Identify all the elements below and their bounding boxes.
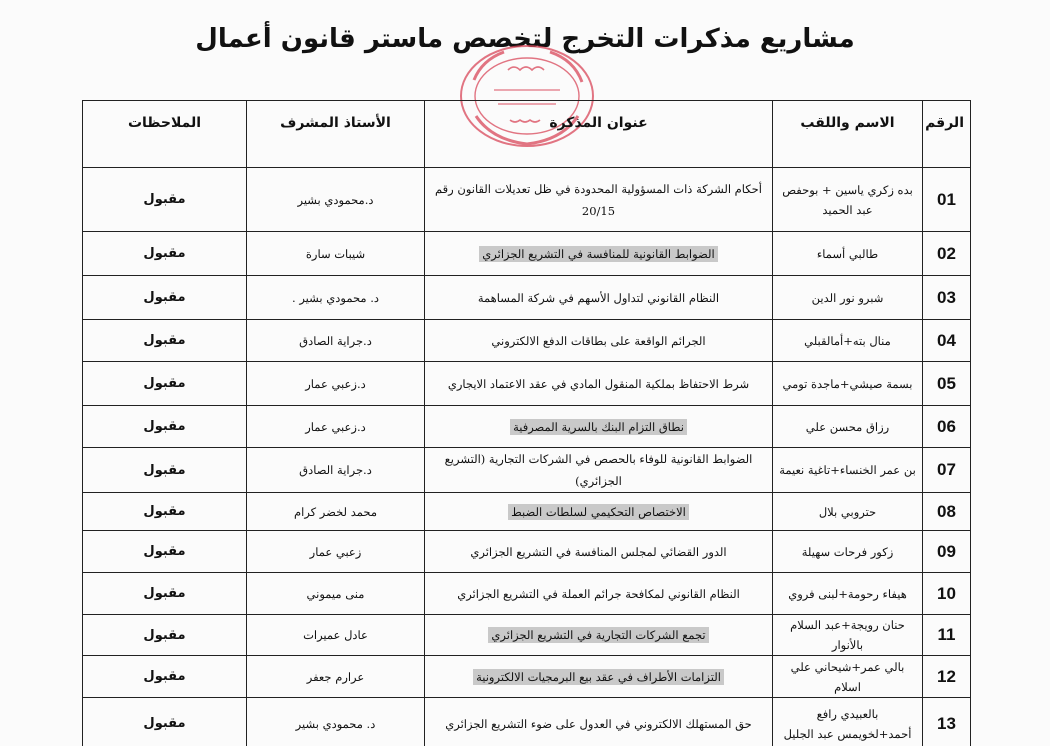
- table-row: [83, 615, 971, 656]
- highlighted-title: التزامات الأطراف في عقد بيع البرمجيات الالكترونية: [473, 669, 724, 685]
- thesis-title: [425, 656, 773, 698]
- note-status: مقبول: [83, 406, 247, 448]
- table-row: [83, 573, 971, 615]
- table-row: [83, 656, 971, 698]
- note-status: مقبول: [83, 573, 247, 615]
- note-status: مقبول: [83, 232, 247, 276]
- header-num: الرقم: [923, 101, 971, 168]
- thesis-title: [425, 232, 773, 276]
- note-status: مقبول: [83, 276, 247, 320]
- note-status: مقبول: [83, 531, 247, 573]
- header-name: الاسم واللقب: [773, 101, 923, 168]
- thesis-title: النظام القانوني لمكافحة جرائم العملة في التشريع الجزائري: [425, 573, 773, 615]
- row-number: 10: [923, 573, 971, 615]
- note-status: مقبول: [83, 615, 247, 656]
- supervisor-name: د.جراية الصادق: [247, 448, 425, 493]
- thesis-title: حق المستهلك الالكتروني في العدول على ضوء التشريع الجزائري: [425, 698, 773, 746]
- header-row: [83, 101, 971, 168]
- student-name: بالي عمر+شيحاني علي اسلام: [773, 656, 923, 698]
- row-number: 03: [923, 276, 971, 320]
- row-number: 04: [923, 320, 971, 362]
- highlighted-title: الضوابط القانونية للمنافسة في التشريع الجزائري: [479, 246, 717, 262]
- student-name: بسمة صيشي+ماجدة تومي: [773, 362, 923, 406]
- supervisor-name: د.محمودي بشير: [247, 168, 425, 232]
- note-status: مقبول: [83, 448, 247, 493]
- thesis-title: شرط الاحتفاظ بملكية المنقول المادي في عقد الاعتماد الايجاري: [425, 362, 773, 406]
- header-topic: عنوان المذكرة: [425, 101, 773, 168]
- row-number: 07: [923, 448, 971, 493]
- thesis-title: الجرائم الواقعة على بطاقات الدفع الالكتروني: [425, 320, 773, 362]
- student-name: شبرو نور الدين: [773, 276, 923, 320]
- table-row: [83, 276, 971, 320]
- table-row: [83, 448, 971, 493]
- supervisor-name: د. محمودي بشير: [247, 698, 425, 746]
- row-number: 08: [923, 493, 971, 531]
- supervisor-name: عرارم جعفر: [247, 656, 425, 698]
- thesis-title: الضوابط القانونية للوفاء بالحصص في الشركات التجارية (التشريع الجزائري): [425, 448, 773, 493]
- row-number: 02: [923, 232, 971, 276]
- thesis-title: الدور القضائي لمجلس المنافسة في التشريع الجزائري: [425, 531, 773, 573]
- note-status: مقبول: [83, 320, 247, 362]
- row-number: 01: [923, 168, 971, 232]
- row-number: 09: [923, 531, 971, 573]
- supervisor-name: محمد لخضر كرام: [247, 493, 425, 531]
- table-row: [83, 168, 971, 232]
- student-name: رزاق محسن علي: [773, 406, 923, 448]
- note-status: مقبول: [83, 656, 247, 698]
- row-number: 06: [923, 406, 971, 448]
- table-row: [83, 320, 971, 362]
- header-notes: الملاحظات: [83, 101, 247, 168]
- student-name: حنان رويجة+عبد السلام بالأنوار: [773, 615, 923, 656]
- table-row: [83, 232, 971, 276]
- supervisor-name: عادل عميرات: [247, 615, 425, 656]
- student-name: بالعبيدي رافع أحمد+لخويمس عبد الجليل: [773, 698, 923, 746]
- student-name: بن عمر الخنساء+تاغية نعيمة: [773, 448, 923, 493]
- row-number: 13: [923, 698, 971, 746]
- student-name: حتروبي بلال: [773, 493, 923, 531]
- student-name: بده زكري ياسين + بوحفص عبد الحميد: [773, 168, 923, 232]
- table-row: [83, 493, 971, 531]
- table-row: [83, 362, 971, 406]
- supervisor-name: د. محمودي بشير .: [247, 276, 425, 320]
- supervisor-name: د.جراية الصادق: [247, 320, 425, 362]
- projects-table: [82, 100, 971, 746]
- thesis-title: [425, 406, 773, 448]
- student-name: طالبي أسماء: [773, 232, 923, 276]
- row-number: 05: [923, 362, 971, 406]
- student-name: منال بته+أمالقبلي: [773, 320, 923, 362]
- thesis-title: أحكام الشركة ذات المسؤولية المحدودة في ظل تعديلات القانون رقم 20/15: [425, 168, 773, 232]
- note-status: مقبول: [83, 493, 247, 531]
- highlighted-title: نطاق التزام البنك بالسرية المصرفية: [510, 419, 687, 435]
- student-name: هيفاء رحومة+لبنى فروي: [773, 573, 923, 615]
- supervisor-name: شيبات سارة: [247, 232, 425, 276]
- header-supervisor: الأستاذ المشرف: [247, 101, 425, 168]
- supervisor-name: زعبي عمار: [247, 531, 425, 573]
- supervisor-name: منى ميموني: [247, 573, 425, 615]
- note-status: مقبول: [83, 168, 247, 232]
- supervisor-name: د.زعبي عمار: [247, 406, 425, 448]
- row-number: 12: [923, 656, 971, 698]
- thesis-title: [425, 615, 773, 656]
- table-row: [83, 531, 971, 573]
- highlighted-title: تجمع الشركات التجارية في التشريع الجزائري: [488, 627, 708, 643]
- student-name: زكور فرحات سهيلة: [773, 531, 923, 573]
- thesis-title: النظام القانوني لتداول الأسهم في شركة المساهمة: [425, 276, 773, 320]
- highlighted-title: الاختصاص التحكيمي لسلطات الضبط: [508, 504, 689, 520]
- page-title: مشاريع مذكرات التخرج لتخصص ماستر قانون أعمال: [195, 24, 855, 54]
- note-status: مقبول: [83, 362, 247, 406]
- thesis-title: [425, 493, 773, 531]
- table-row: [83, 406, 971, 448]
- table-row: [83, 698, 971, 746]
- supervisor-name: د.زعبي عمار: [247, 362, 425, 406]
- note-status: مقبول: [83, 698, 247, 746]
- row-number: 11: [923, 615, 971, 656]
